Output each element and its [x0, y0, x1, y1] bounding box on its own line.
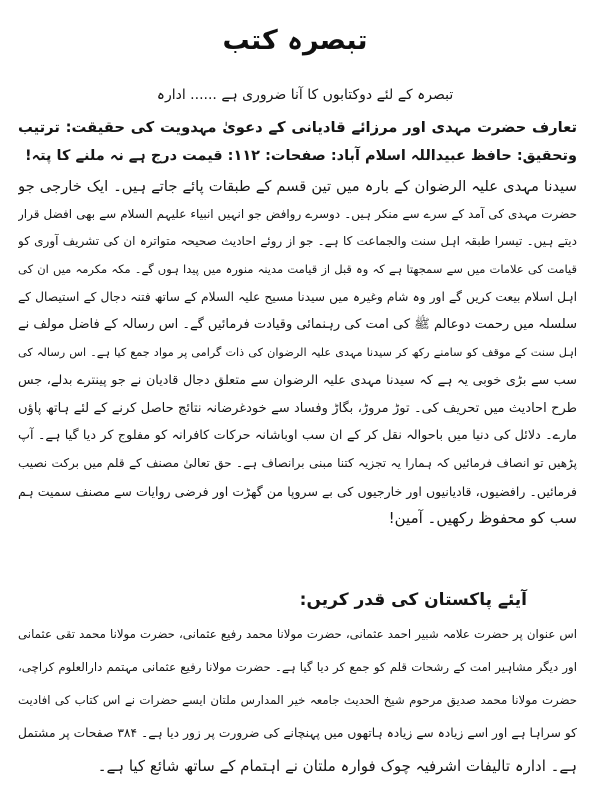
- review-1-line: طرح احادیث میں تحریف کی۔ توڑ مروڑ، بگاڑ وفساد سے خودغرضانہ نتائج حاصل کرنے کے لئے ہاتھ پاؤں: [18, 400, 577, 416]
- review-2-line: حضرت مولانا محمد صدیق مرحوم شیخ الحدیث جامعہ خیر المدارس ملتان ایسے حضرات نے اس کتاب کی افادیت: [18, 693, 577, 707]
- review-1-book-title: تعارف حضرت مہدی اور مرزائے قادیانی کے دعویٰ مہدویت کی حقیقت: ترتیب: [18, 119, 577, 136]
- review-2-line: ہے۔ ادارہ تالیفات اشرفیہ چوک فوارہ ملتان نے اہتمام کے ساتھ شائع کیا ہے۔: [97, 757, 577, 775]
- review-1-line: پڑھیں تو انصاف فرمائیں کہ ہمارا یہ تجزیہ کتنا مبنی برانصاف ہے۔ حق تعالیٰ مصنف کے قلم میں برکت نصیب: [18, 455, 577, 470]
- review-2-line: اس عنوان پر حضرت علامہ شبیر احمد عثمانی، حضرت مولانا محمد رفیع عثمانی، حضرت مولانا محمد تقی عثمانی: [18, 627, 577, 641]
- review-1-body: [18, 173, 577, 533]
- review-1-line: حضرت مہدی کی آمد کے سرے سے منکر ہیں۔ دوسرے روافض جو انہیں انبیاء علیہم السلام سے بھی افضل قرار: [18, 206, 577, 221]
- page-title: تبصرہ کتب: [222, 25, 368, 56]
- review-2-line: کو سراہا ہے اور اسے زیادہ سے زیادہ ہاتھوں میں پہنچانے کی ضرورت پر زور دیا ہے۔ ۳۸۴ صفحات پر مشتمل: [18, 726, 577, 740]
- review-1-line: سیدنا مہدی علیہ الرضوان کے بارہ میں تین قسم کے طبقات پائے جاتے ہیں۔ ایک خارجی جو: [18, 178, 577, 195]
- review-1-line: اہل سنت کے موقف کو سامنے رکھ کر سیدنا مہدی علیہ الرضوان کی ذات گرامی پر مواد جمع کیا ہے۔ اس رسالہ کی: [18, 346, 577, 360]
- review-submission-notice: تبصرہ کے لئے دوکتابوں کا آنا ضروری ہے ...... ادارہ: [156, 87, 454, 103]
- review-1-book-details: وتحقیق: حافظ عبیداللہ اسلام آباد: صفحات: ۱۱۲: قیمت درج ہے نہ ملنے کا پتہ!: [25, 148, 577, 164]
- review-1-heading: [18, 113, 577, 171]
- review-1-line: دیتے ہیں۔ تیسرا طبقہ اہل سنت والجماعت کا ہے۔ جو از روئے احادیث صحیحہ متواترہ ان کی تشریف آوری کو: [18, 234, 577, 249]
- review-2-line: اور دیگر مشاہیر امت کے رشحات قلم کو جمع کر دیا گیا ہے۔ حضرت مولانا رفیع عثمانی مہتمم دارالعلوم کراچی،: [18, 660, 577, 674]
- review-1-line: قیامت کی علامات میں سے سمجھتا ہے کہ وہ قبل از قیامت مدینہ منورہ میں پیدا ہوں گے۔ مکہ مکرمہ میں ان کی: [18, 262, 577, 277]
- review-1-line: فرمائیں۔ رافضیوں، قادیانیوں اور خارجیوں کی بے سروپا من گھڑت اور فرضی روایات سے مصنف سمیت ہم: [18, 483, 577, 499]
- review-2-body: [18, 618, 577, 783]
- review-1-line: سب سے بڑی خوبی یہ ہے کہ سیدنا مہدی علیہ الرضوان سے متعلق دجال قادیان نے جو پینترے بدلے، جس: [18, 372, 577, 388]
- review-1-line: مارے۔ دلائل کی دنیا میں باحوالہ نقل کر کے ان سب اوباشانہ حرکات کافرانہ کو مفلوج کر دیا گیا ہے۔ آپ: [18, 428, 577, 444]
- review-1-line: سب کو محفوظ رکھیں۔ آمین!: [388, 509, 577, 528]
- review-1-line: سلسلہ میں رحمت دوعالم ﷺ کی امت کی رہنمائی وقیادت فرمائیں گے۔ اس رسالہ کے فاضل مولف نے: [18, 317, 577, 333]
- review-1-line: اہل اسلام بیعت کریں گے اور وہ شام وغیرہ میں سیدنا مسیح علیہ السلام کے ساتھ فتنہ دجال کے استیصال کے: [18, 289, 577, 304]
- review-2-heading: آیئے پاکستان کی قدر کریں:: [299, 590, 527, 610]
